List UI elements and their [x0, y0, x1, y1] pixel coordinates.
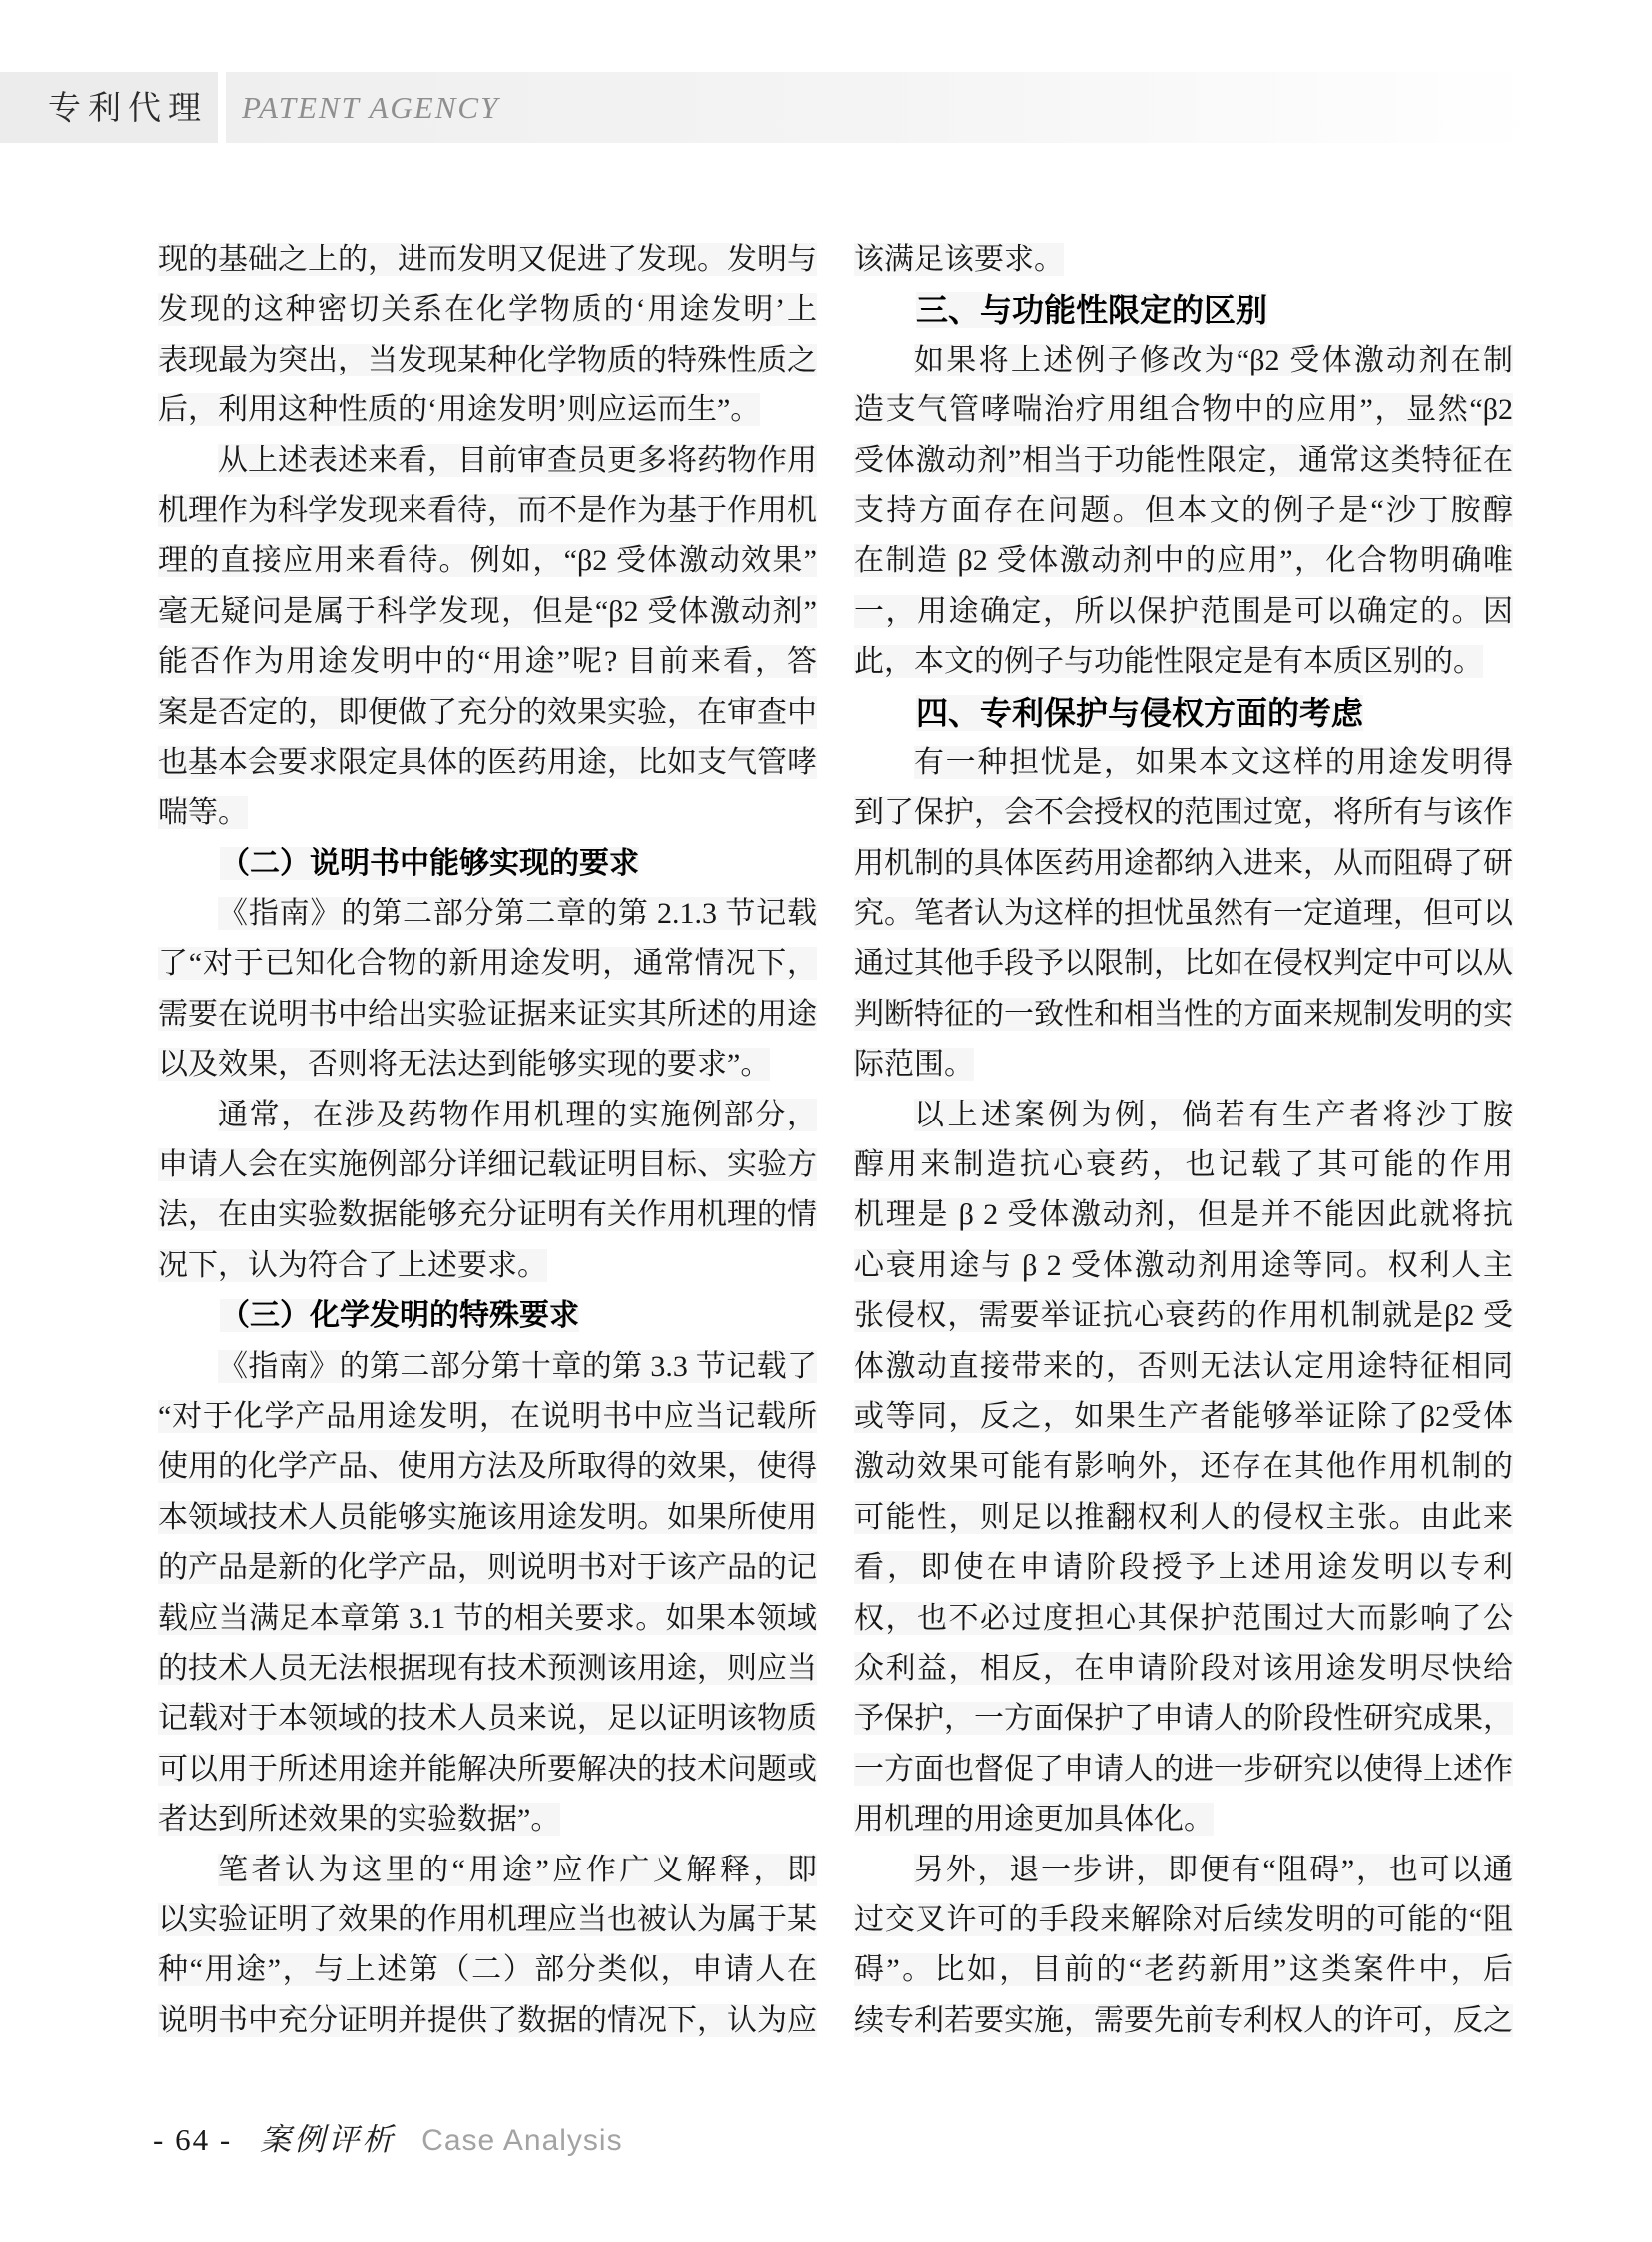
text-line: 需要在说明书中给出实验证据来证实其所述的用途 — [158, 997, 817, 1031]
header-category-en: PATENT AGENCY — [242, 90, 500, 125]
text-line: 在制造 β2 受体激动剂中的应用”，化合物明确唯 — [854, 544, 1513, 578]
page-number: - 64 - — [153, 2122, 233, 2157]
text-line: 了“对于已知化合物的新用途发明，通常情况下， — [158, 947, 817, 981]
text-line: 发现的这种密切关系在化学物质的‘用途发明’上 — [158, 293, 817, 327]
text-line: 说明书中充分证明并提供了数据的情况下，认为应 — [158, 2003, 817, 2037]
text-line: 激动效果可能有影响外，还存在其他作用机制的 — [854, 1450, 1513, 1484]
text-line: 从上述表述来看，目前审查员更多将药物作用 — [218, 443, 817, 477]
page-footer — [153, 2119, 623, 2161]
text-line: 通过其他手段予以限制，比如在侵权判定中可以从 — [854, 947, 1513, 981]
text-line: 此，本文的例子与功能性限定是有本质区别的。 — [854, 645, 1483, 679]
text-line: 看，即使在申请阶段授予上述用途发明以专利 — [854, 1551, 1513, 1585]
header-category-box — [0, 72, 218, 143]
text-line: 本领域技术人员能够实施该用途发明。如果所使用 — [158, 1500, 817, 1534]
text-line: 能否作为用途发明中的“用途”呢? 目前来看，答 — [158, 645, 817, 679]
text-line: 另外，退一步讲，即便有“阻碍”，也可以通 — [914, 1853, 1513, 1886]
text-line: 究。笔者认为这样的担忧虽然有一定道理，但可以 — [854, 897, 1513, 931]
text-line: 通常，在涉及药物作用机理的实施例部分， — [218, 1098, 817, 1131]
text-line: 况下，认为符合了上述要求。 — [158, 1248, 547, 1282]
text-line: 判断特征的一致性和相当性的方面来规制发明的实 — [854, 997, 1513, 1031]
text-line: “对于化学产品用途发明，在说明书中应当记载所 — [158, 1399, 817, 1433]
footer-section-title-zh: 案例评析 — [260, 2122, 397, 2158]
text-line: 一方面也督促了申请人的进一步研究以使得上述作 — [854, 1752, 1513, 1786]
header-category-zh: 专利代理 — [48, 89, 208, 126]
text-line: 载应当满足本章第 3.1 节的相关要求。如果本领域 — [158, 1601, 817, 1635]
text-line: 际范围。 — [854, 1048, 974, 1082]
text-line: 笔者认为这里的“用途”应作广义解释，即 — [218, 1853, 817, 1886]
header-category-en-box — [226, 72, 1652, 143]
text-line: 支持方面存在问题。但本文的例子是“沙丁胺醇 — [854, 493, 1513, 527]
text-line: 醇用来制造抗心衰药，也记载了其可能的作用 — [854, 1148, 1513, 1182]
section-heading: （三）化学发明的特殊要求 — [220, 1299, 579, 1333]
text-line: 的产品是新的化学产品，则说明书对于该产品的记 — [158, 1551, 817, 1585]
text-line: 用机理的用途更加具体化。 — [854, 1803, 1214, 1837]
text-line: 有一种担忧是，如果本文这样的用途发明得 — [914, 745, 1513, 779]
text-line: 以上述案例为例，倘若有生产者将沙丁胺 — [914, 1098, 1513, 1131]
text-line: 毫无疑问是属于科学发现，但是“β2 受体激动剂” — [158, 594, 817, 628]
section-heading: 四、专利保护与侵权方面的考虑 — [916, 694, 1364, 731]
text-line: 以及效果，否则将无法达到能够实现的要求”。 — [158, 1048, 771, 1082]
footer-section-title-en: Case Analysis — [421, 2124, 623, 2157]
text-line: 如果将上述例子修改为“β2 受体激动剂在制 — [914, 343, 1513, 376]
text-line: 表现最为突出，当发现某种化学物质的特殊性质之 — [158, 343, 817, 376]
text-line: 心衰用途与 β 2 受体激动剂用途等同。权利人主 — [854, 1248, 1513, 1282]
text-line: 予保护，一方面保护了申请人的阶段性研究成果， — [854, 1702, 1513, 1736]
text-line: 或等同，反之，如果生产者能够举证除了β2受体 — [854, 1399, 1513, 1433]
text-line: 喘等。 — [158, 796, 248, 830]
text-line: 受体激动剂”相当于功能性限定，通常这类特征在 — [854, 443, 1513, 477]
text-line: 《指南》的第二部分第十章的第 3.3 节记载了 — [218, 1349, 817, 1383]
text-line: 碍”。比如，目前的“老药新用”这类案件中，后 — [854, 1953, 1513, 1987]
text-line: 申请人会在实施例部分详细记载证明目标、实验方 — [158, 1148, 817, 1182]
text-line: 《指南》的第二部分第二章的第 2.1.3 节记载 — [218, 897, 817, 931]
text-line: 机理作为科学发现来看待，而不是作为基于作用机 — [158, 493, 817, 527]
text-line: 记载对于本领域的技术人员来说，足以证明该物质 — [158, 1702, 817, 1736]
text-line: 可能性，则足以推翻权利人的侵权主张。由此来 — [854, 1500, 1513, 1534]
section-heading: （二）说明书中能够实现的要求 — [220, 846, 639, 880]
text-line: 众利益，相反，在申请阶段对该用途发明尽快给 — [854, 1651, 1513, 1685]
text-line: 法，在由实验数据能够充分证明有关作用机理的情 — [158, 1198, 817, 1232]
text-line: 以实验证明了效果的作用机理应当也被认为属于某 — [158, 1902, 817, 1936]
text-line: 体激动直接带来的，否则无法认定用途特征相同 — [854, 1349, 1513, 1383]
text-line: 种“用途”，与上述第（二）部分类似，申请人在 — [158, 1953, 817, 1987]
page-header — [0, 72, 1652, 143]
text-line: 用机制的具体医药用途都纳入进来，从而阻碍了研 — [854, 846, 1513, 880]
text-line: 现的基础之上的，进而发明又促进了发现。发明与 — [158, 243, 817, 276]
text-line: 机理是 β 2 受体激动剂，但是并不能因此就将抗 — [854, 1198, 1513, 1232]
text-line: 续专利若要实施，需要先前专利权人的许可，反之 — [854, 2003, 1513, 2037]
text-line: 张侵权，需要举证抗心衰药的作用机制就是β2 受 — [854, 1299, 1513, 1333]
text-line: 过交叉许可的手段来解除对后续发明的可能的“阻 — [854, 1902, 1513, 1936]
text-line: 造支气管哮喘治疗用组合物中的应用”，显然“β2 — [854, 393, 1513, 427]
text-line: 使用的化学产品、使用方法及所取得的效果，使得 — [158, 1450, 817, 1484]
text-line: 权，也不必过度担心其保护范围过大而影响了公 — [854, 1601, 1513, 1635]
text-line: 理的直接应用来看待。例如，“β2 受体激动效果” — [158, 544, 817, 578]
right-column — [854, 235, 1513, 2046]
text-line: 案是否定的，即便做了充分的效果实验，在审查中 — [158, 695, 817, 729]
text-line: 该满足该要求。 — [854, 243, 1064, 276]
section-heading: 三、与功能性限定的区别 — [916, 292, 1268, 329]
text-line: 后，利用这种性质的‘用途发明’则应运而生”。 — [158, 393, 761, 427]
text-line: 也基本会要求限定具体的医药用途，比如支气管哮 — [158, 745, 817, 779]
text-line: 者达到所述效果的实验数据”。 — [158, 1803, 561, 1837]
left-column — [158, 235, 817, 2046]
text-line: 到了保护，会不会授权的范围过宽，将所有与该作 — [854, 796, 1513, 830]
text-line: 一，用途确定，所以保护范围是可以确定的。因 — [854, 594, 1513, 628]
text-line: 可以用于所述用途并能解决所要解决的技术问题或 — [158, 1752, 817, 1786]
text-line: 的技术人员无法根据现有技术预测该用途，则应当 — [158, 1651, 817, 1685]
